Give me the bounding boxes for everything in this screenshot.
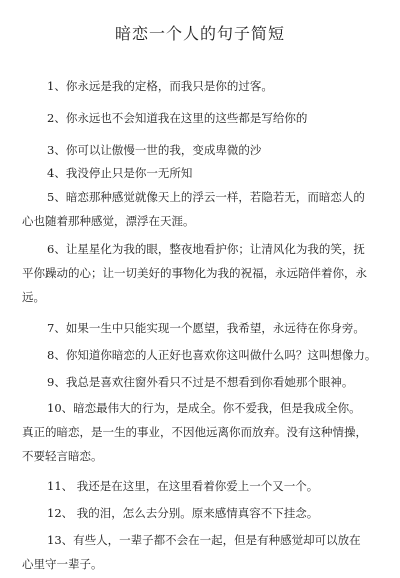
sentence-line: 12、 我的泪，怎么去分别。原来感情真容不下挂念。	[47, 506, 319, 520]
sentence-continuation-line: 远。	[22, 290, 45, 304]
sentence-line: 5、暗恋那种感觉就像天上的浮云一样，若隐若无，而暗恋人的	[47, 190, 365, 204]
sentence-continuation-line: 不要轻言暗恋。	[22, 449, 103, 463]
sentence-line: 1、你永远是我的定格，而我只是你的过客。	[47, 79, 273, 93]
sentence-line: 7、如果一生中只能实现一个愿望，我希望，永远待在你身旁。	[47, 321, 365, 335]
sentence-line: 4、我没停止只是你一无所知	[47, 166, 193, 180]
sentence-line: 3、你可以让傲慢一世的我，变成卑微的沙	[47, 143, 262, 157]
sentence-continuation-line: 心里守一辈子。	[22, 557, 103, 571]
sentence-line: 8、你知道你暗恋的人正好也喜欢你这叫做什么吗？这叫想像力。	[47, 348, 377, 362]
sentence-line: 6、让星星化为我的眼，整夜地看护你；让清风化为我的笑，抚	[47, 242, 365, 256]
sentence-continuation-line: 真正的暗恋，是一生的事业，不因他远离你而放弃。没有这种情操，	[22, 425, 367, 439]
document-title: 暗恋一个人的句子简短	[114, 24, 285, 43]
sentence-line: 10、暗恋最伟大的行为，是成全。你不爱我，但是我成全你。	[47, 401, 361, 415]
sentence-line: 2、你永远也不会知道我在这里的这些都是写给你的	[47, 111, 308, 125]
sentence-line: 9、我总是喜欢往窗外看只不过是不想看到你看她那个眼神。	[47, 375, 354, 389]
sentence-line: 11、 我还是在这里，在这里看着你爱上一个又一个。	[47, 479, 319, 493]
sentence-continuation-line: 平你躁动的心；让一切美好的事物化为我的祝福，永远陪伴着你，永	[22, 266, 367, 280]
sentence-line: 13、有些人，一辈子都不会在一起，但是有种感觉却可以放在	[47, 533, 361, 547]
sentence-continuation-line: 心也随着那种感觉，漂浮在天涯。	[22, 214, 195, 228]
